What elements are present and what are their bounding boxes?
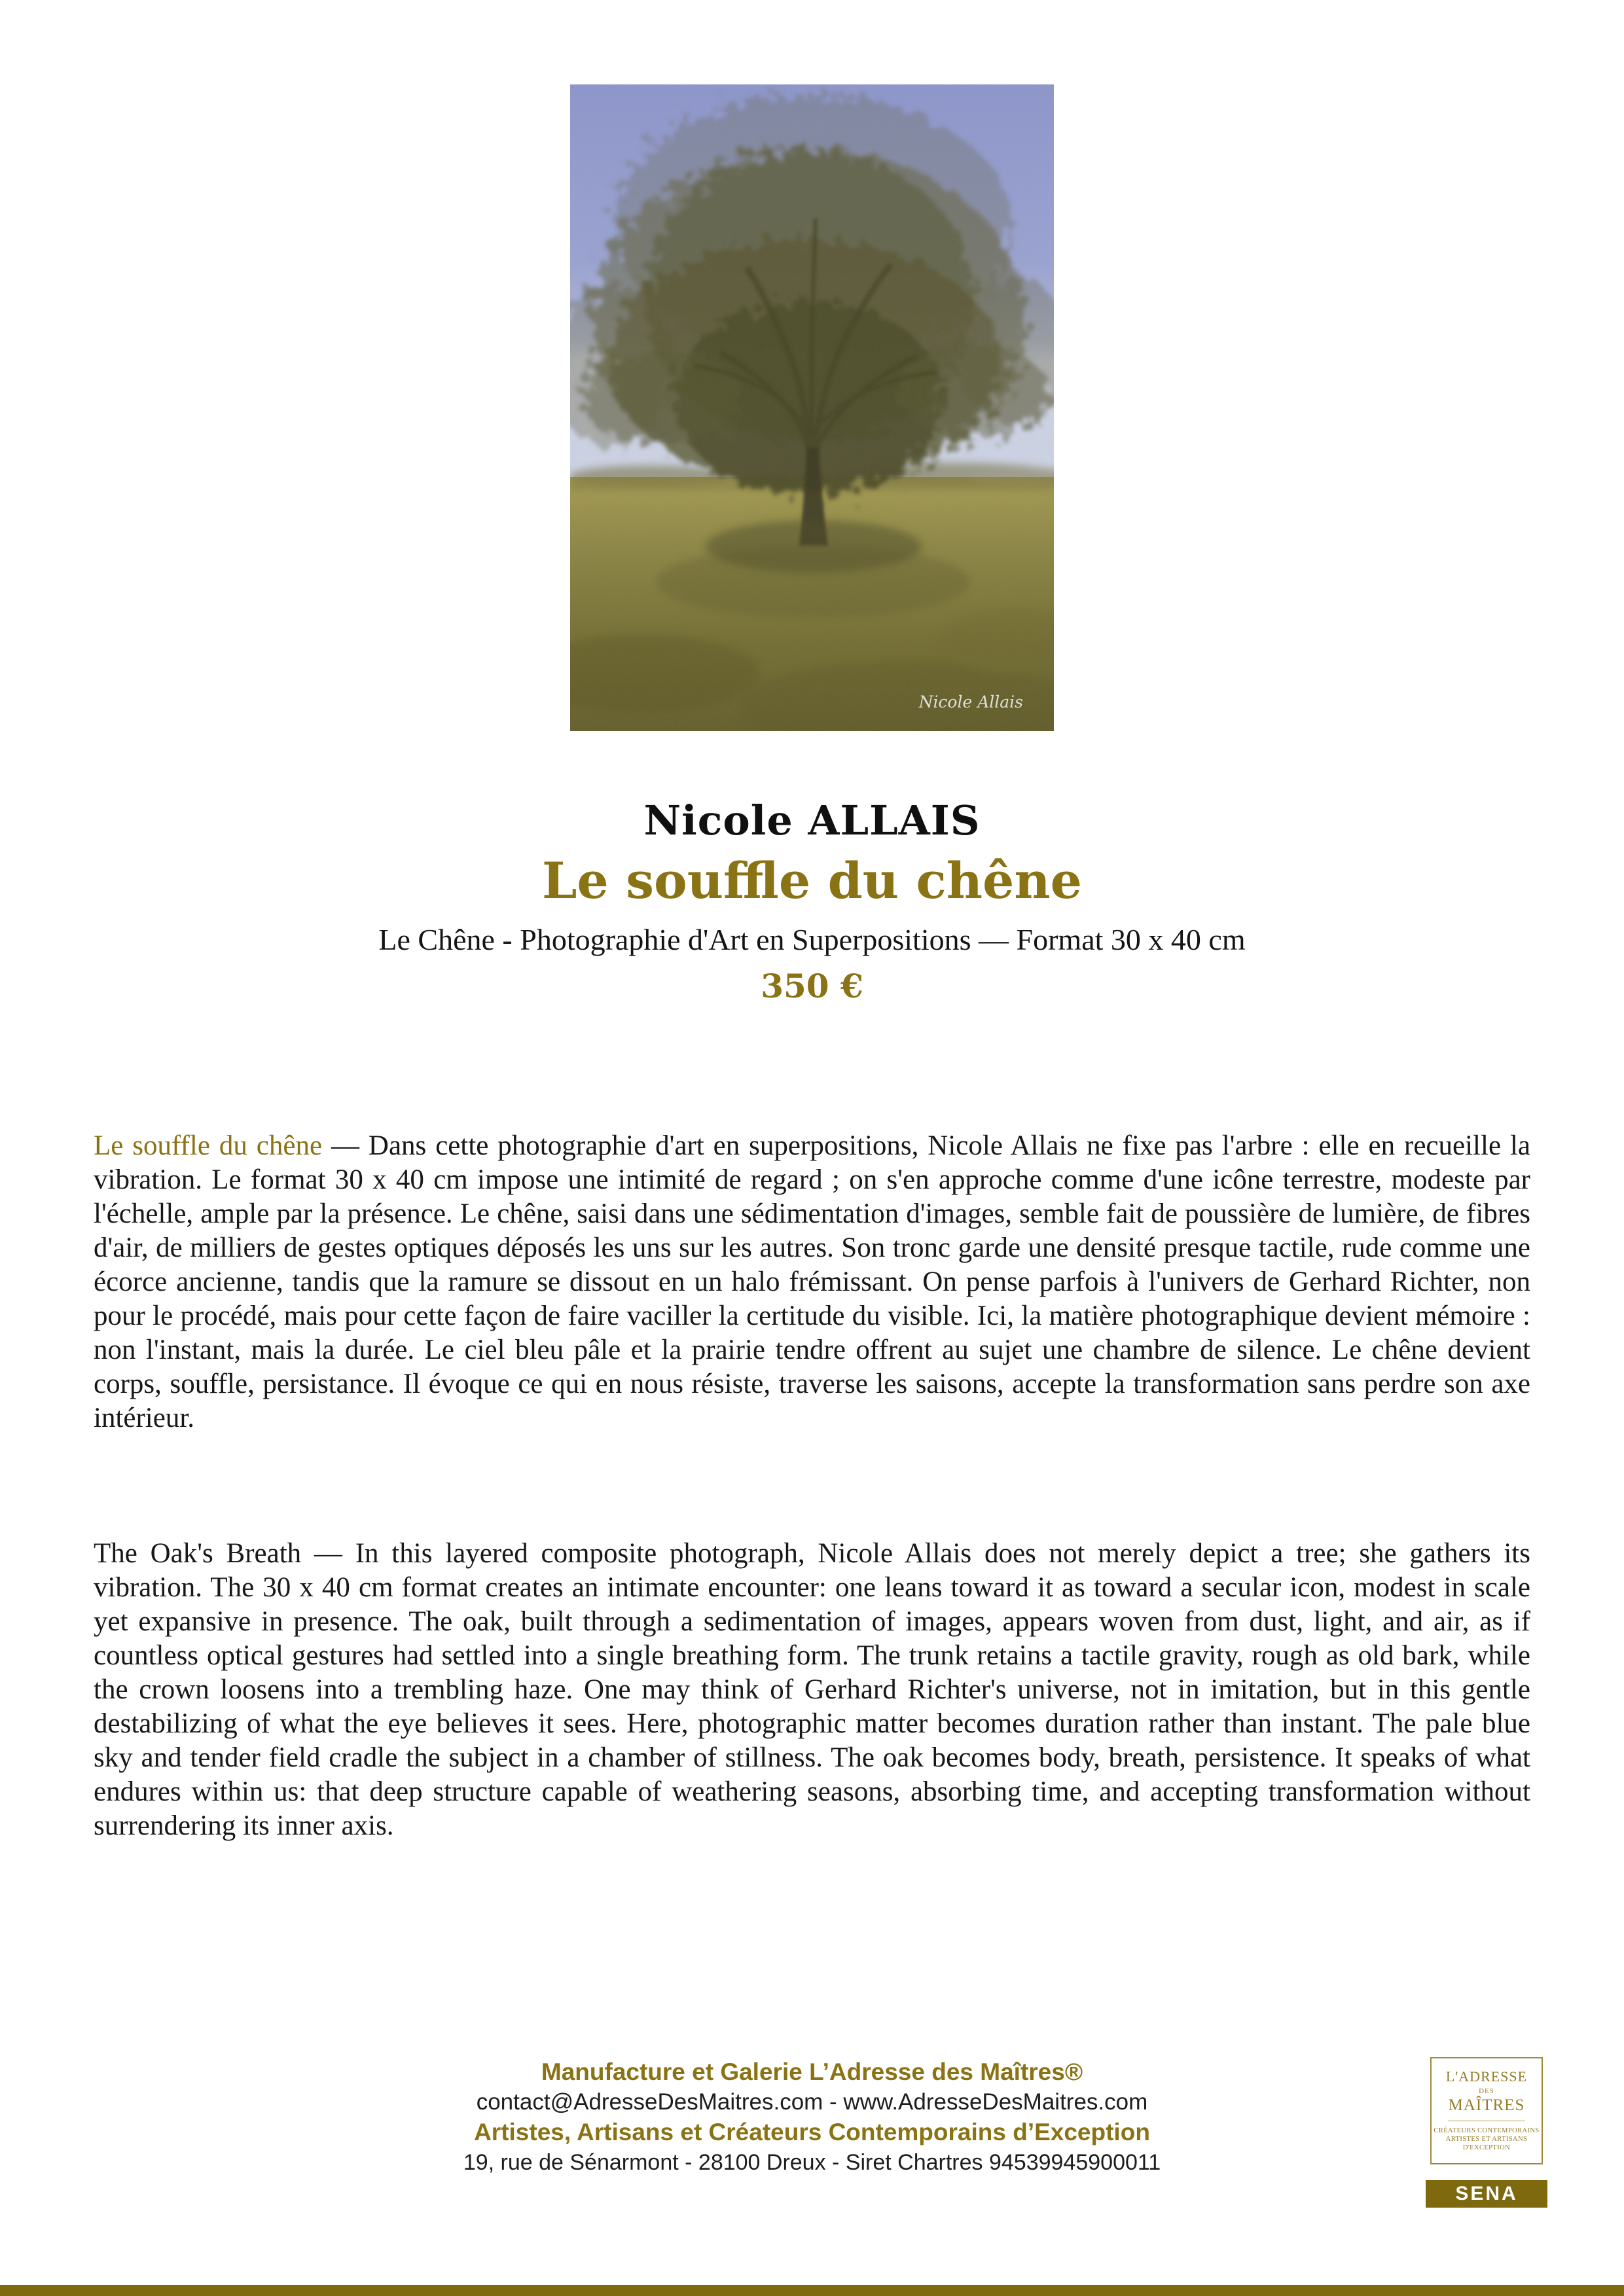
description-french <box>94 1129 1530 1435</box>
oak-tree-photo-illustration <box>570 84 1054 731</box>
film-grain-overlay <box>570 84 1054 731</box>
logo-line-exception: D'EXCEPTION <box>1462 2144 1511 2151</box>
logo-line-artistes: ARTISTES ET ARTISANS <box>1445 2136 1528 2143</box>
footer-contact-links[interactable]: contact@AdresseDesMaitres.com - www.AdresseDesMaitres.com <box>476 2089 1148 2115</box>
artwork-subtitle: Le Chêne - Photographie d'Art en Superpositions — Format 30 x 40 cm <box>378 923 1246 956</box>
footer-gallery-name: Manufacture et Galerie L’Adresse des Maîtres® <box>541 2058 1083 2085</box>
description-french-text: — Dans cette photographie d'art en superpositions, Nicole Allais ne fixe pas l'arbre : elle en recueille la vibration. Le format 30 x 40 cm impose une intimité de regard ; on s'en approche comme d'une icône terrestre, modeste par l'échelle, ample par la présence. Le chêne, saisi dans une sédimentation d'images, semble fait de poussière de lumière, de fibres d'air, de milliers de gestes optiques déposés les uns sur les autres. Son tronc garde une densité presque tactile, rude comme une écorce ancienne, tandis que la ramure se dissout en un halo frémissant. On pense parfois à l'univers de Gerhard Richter, non pour le procédé, mais pour cette façon de faire vaciller la certitude du visible. Ici, la matière photographique devient mémoire : non l'instant, mais la durée. Le ciel bleu pâle et la prairie tendre offrent au sujet une chambre de silence. Le chêne devient corps, souffle, persistance. Il évoque ce qui en nous résiste, traverse les saisons, accepte la transformation sans perdre son axe intérieur. <box>94 1130 1530 1433</box>
logo-line-des: DES <box>1479 2087 1494 2095</box>
footer <box>0 2057 1624 2178</box>
logo-line-maitres: MAÎTRES <box>1448 2096 1525 2114</box>
gallery-logo <box>1430 2057 1543 2164</box>
description-french-lead: Le souffle du chêne <box>94 1130 323 1161</box>
bottom-gold-strip <box>0 2285 1624 2296</box>
artist-name: Nicole ALLAIS <box>643 797 981 844</box>
description-english-text: The Oak's Breath — In this layered composite photograph, Nicole Allais does not merely depict a tree; she gathers its vibration. The 30 x 40 cm format creates an intimate encounter: one leans toward it as toward a secular icon, modest in scale yet expansive in presence. The oak, built through a sedimentation of images, appears woven from dust, light, and air, as if countless optical gestures had settled into a single breathing form. The trunk retains a tactile gravity, rough as old bark, while the crown loosens into a trembling haze. One may think of Gerhard Richter's universe, not in imitation, but in this gentle destabilizing of what the eye believes it sees. Here, photographic matter becomes duration rather than instant. The pale blue sky and tender field cradle the subject in a chamber of stillness. The oak becomes body, breath, persistence. It speaks of what endures within us: that deep structure capable of weathering seasons, absorbing time, and accepting transformation without surrendering its inner axis. <box>94 1538 1530 1841</box>
artwork-photo <box>570 84 1054 731</box>
artist-signature: Nicole Allais <box>918 692 1023 711</box>
footer-tagline: Artistes, Artisans et Créateurs Contemporains d’Exception <box>474 2119 1150 2145</box>
sena-badge: SENA <box>1426 2180 1547 2208</box>
artwork-header <box>0 797 1624 1005</box>
artwork-price: 350 € <box>761 967 863 1005</box>
description-english <box>94 1537 1530 1843</box>
logo-line-adresse: L'ADRESSE <box>1445 2068 1528 2085</box>
logo-line-createurs: CRÉATEURS CONTEMPORAINS <box>1434 2127 1540 2134</box>
footer-address-siret: 19, rue de Sénarmont - 28100 Dreux - Siret Chartres 94539945900011 <box>463 2150 1161 2175</box>
artwork-title: Le souffle du chêne <box>541 852 1082 910</box>
